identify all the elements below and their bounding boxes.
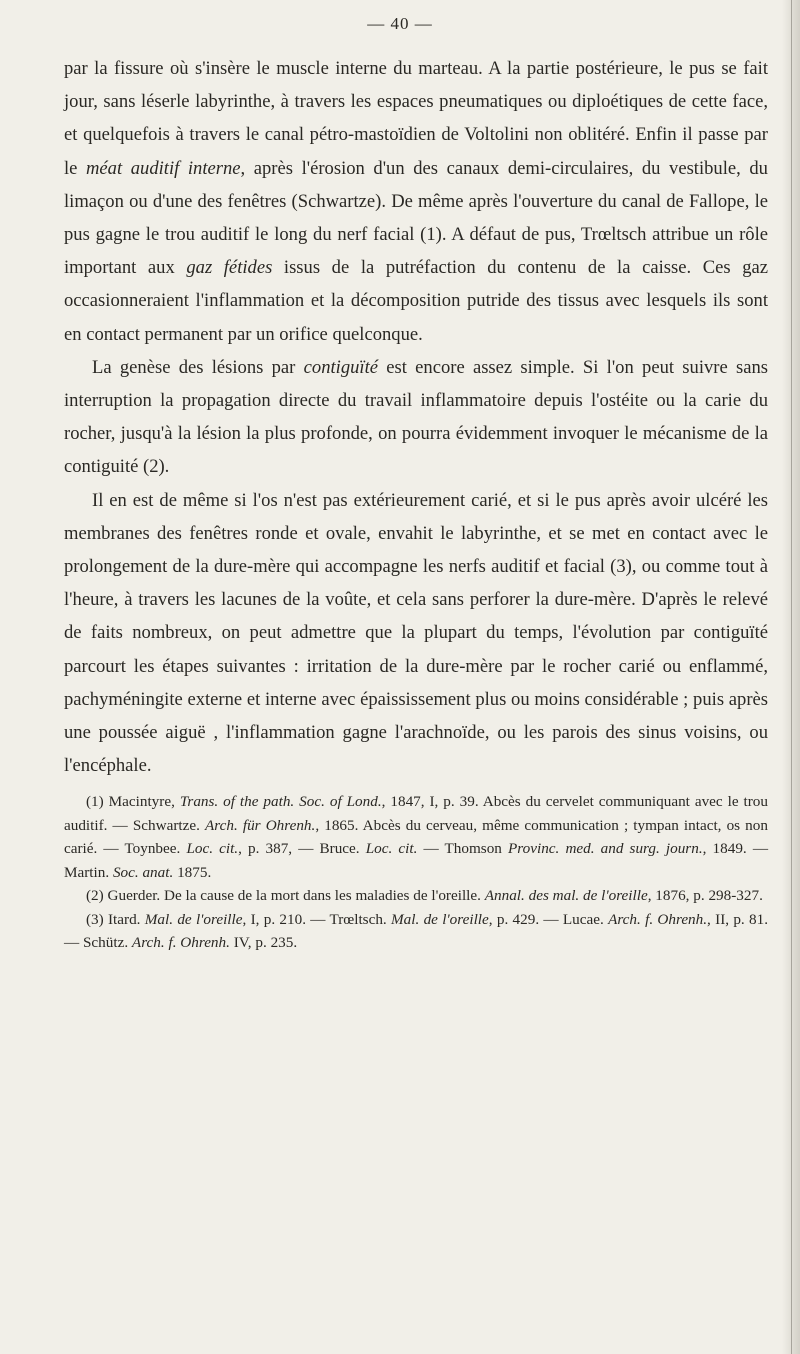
body-text (64, 52, 768, 955)
italic-text-segment: Arch. f. Ohrenh. (608, 910, 708, 928)
italic-text-segment: Provinc. med. and surg. journ. (508, 840, 703, 858)
paragraph (64, 484, 768, 783)
text-segment: par la fissure où s'insère le muscle interne du marteau. A la partie postérieure, le pus se fait jour, sans léserle labyrinthe, à travers les espaces pneumatiques ou diploétiques de cette face, et quelquefois à travers le canal pétro-mastoïdien de Voltolini non oblitéré. Enfin il passe par le (64, 58, 768, 179)
italic-text-segment: Mal. de l'oreille (391, 910, 489, 928)
italic-text-segment: gaz fétides (186, 257, 273, 279)
italic-text-segment: Mal. de l'oreille (144, 910, 243, 928)
text-segment: IV, p. 235. (229, 934, 298, 952)
text-segment: , 1865. Abcès du cerveau, même communication ; tympan intact, os non carié. — Toynbee. (64, 816, 768, 858)
italic-text-segment: Loc. cit. (365, 840, 418, 858)
text-segment: , p. 429. — Lucae. (488, 910, 609, 928)
footnotes (64, 790, 768, 955)
italic-text-segment: Annal. des mal. de l'oreille (484, 887, 648, 905)
text-segment: (3) Itard. (86, 910, 145, 928)
text-segment: 1875. (173, 863, 212, 881)
page-number: — 40 — (367, 14, 433, 33)
paragraph (64, 52, 768, 351)
text-segment: La genèse des lésions par (92, 356, 304, 378)
text-segment: (1) Macintyre, (86, 793, 180, 811)
page-edge-line (791, 0, 792, 1354)
text-segment: , 1849. — Martin. (64, 840, 769, 881)
text-segment: — Thomson (417, 840, 509, 858)
italic-text-segment: Trans. of the path. Soc. of Lond. (179, 793, 382, 811)
italic-text-segment: contiguïté (303, 356, 378, 378)
footnote (64, 908, 768, 955)
text-segment: , 1847, I, p. 39. Abcès du cervelet communiquant avec le trou auditif. — Schwartze. (64, 793, 768, 834)
text-segment: , p. 387, — Bruce. (238, 840, 366, 858)
text-segment: est encore assez simple. Si l'on peut suivre sans interruption la propagation directe du travail inflammatoire depuis l'ostéite ou la carie du rocher, jusqu'à la lésion la plus profonde, on pourra évidemment invoquer le mécanisme de la contiguité (2). (64, 356, 768, 478)
text-segment: (2) Guerder. De la cause de la mort dans les maladies de l'oreille. (86, 887, 485, 905)
italic-text-segment: Loc. cit. (186, 840, 239, 858)
italic-text-segment: méat auditif interne (86, 157, 241, 179)
text-segment: , I, p. 210. — Trœltsch. (242, 910, 392, 928)
italic-text-segment: Arch. f. Ohrenh. (131, 934, 230, 952)
text-segment: , après l'érosion d'un des canaux demi-circulaires, du vestibule, du limaçon ou d'une des fenêtres (Schwartze). De même après l'ouverture du canal de Fallope, le pus gagne le trou auditif le long du nerf facial (1). A défaut de pus, Trœltsch attribue un rôle important aux (64, 157, 768, 279)
paragraph (64, 351, 768, 484)
footnote (64, 790, 768, 884)
italic-text-segment: Soc. anat. (112, 863, 174, 881)
text-segment: , 1876, p. 298-327. (647, 887, 763, 905)
text-segment: issus de la putréfaction du contenu de la caisse. Ces gaz occasionneraient l'inflammation et la décomposition putride des tissus avec lesquels ils sont en contact permanent par un orifice quelconque. (64, 257, 768, 345)
text-segment: Il en est de même si l'os n'est pas extérieurement carié, et si le pus après avoir ulcéré les membranes des fenêtres ronde et ovale, envahit le labyrinthe, et se met en contact avec le prolongement de la dure-mère qui accompagne les nerfs auditif et facial (3), ou comme tout à l'heure, à travers les lacunes de la voûte, et cela sans perforer la dure-mère. D'après le relevé de faits nombreux, on peut admettre que la plupart du temps, l'évolution par contiguïté parcourt les étapes suivantes : irritation de la dure-mère par le rocher carié ou enflammé, pachyméningite externe et interne avec épaississement plus ou moins considérable ; puis après une poussée aiguë , l'inflammation gagne l'arachnoïde, ou les parois des sinus voisins, ou l'encéphale. (64, 489, 768, 777)
italic-text-segment: Arch. für Ohrenh. (205, 816, 316, 834)
paragraphs (64, 52, 768, 782)
footnote (64, 884, 768, 908)
text-segment: , II, p. 81. — Schütz. (64, 910, 768, 952)
